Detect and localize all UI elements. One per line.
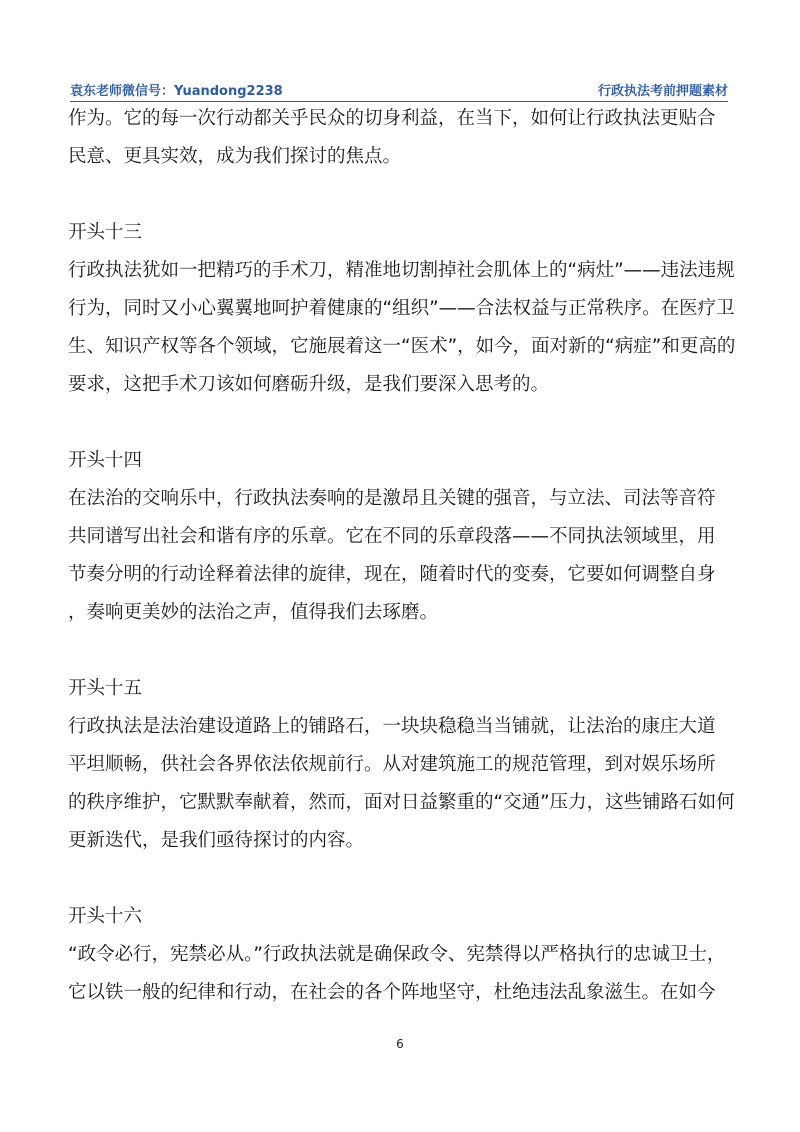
section-title: 开头十六 — [68, 906, 143, 927]
paragraph-line: 的秩序维护，它默默奉献着，然而，面对日益繁重的“交通”压力，这些铺路石如何 — [68, 792, 735, 813]
paragraph-line: 要求，这把手术刀该如何磨砺升级，是我们要深入思考的。 — [68, 374, 550, 395]
document-body — [68, 100, 736, 1012]
paragraph-line: ，奏响更美妙的法治之声，值得我们去琢磨。 — [68, 602, 439, 623]
section-title: 开头十五 — [68, 678, 143, 699]
header-contact: 袁东老师微信号：Yuandong2238 — [70, 84, 283, 99]
paragraph-line: 更新迭代，是我们亟待探讨的内容。 — [68, 830, 365, 851]
paragraph-line: 作为。它的每一次行动都关乎民众的切身利益，在当下，如何让行政执法更贴合 — [68, 108, 716, 129]
header-title: 行政执法考前押题素材 — [597, 84, 728, 99]
paragraph-line: 在法治的交响乐中，行政执法奏响的是激昂且关键的强音，与立法、司法等音符 — [68, 488, 716, 509]
paragraph-line: 平坦顺畅，供社会各界依法依规前行。从对建筑施工的规范管理，到对娱乐场所 — [68, 754, 716, 775]
paragraph-line: 它以铁一般的纪律和行动，在社会的各个阵地坚守，杜绝违法乱象滋生。在如今 — [68, 982, 716, 1003]
paragraph-line: 行为，同时又小心翼翼地呵护着健康的“组织”——合法权益与正常秩序。在医疗卫 — [68, 298, 735, 319]
paragraph-line: “政令必行，宪禁必从。”行政执法就是确保政令、宪禁得以严格执行的忠诚卫士， — [68, 944, 726, 965]
page-header — [70, 80, 728, 102]
paragraph-line: 行政执法犹如一把精巧的手术刀，精准地切割掉社会肌体上的“病灶”——违法违规 — [68, 260, 735, 281]
section-title: 开头十四 — [68, 450, 143, 471]
paragraph-line: 行政执法是法治建设道路上的铺路石，一块块稳稳当当铺就，让法治的康庄大道 — [68, 716, 716, 737]
page-number: 6 — [396, 1037, 404, 1051]
paragraph-line: 民意、更具实效，成为我们探讨的焦点。 — [68, 146, 402, 167]
section-title: 开头十三 — [68, 222, 143, 243]
paragraph-line: 共同谱写出社会和谐有序的乐章。它在不同的乐章段落——不同执法领域里，用 — [68, 526, 716, 547]
paragraph-line: 生、知识产权等各个领域，它施展着这一“医术”，如今，面对新的“病症”和更高的 — [68, 336, 736, 357]
paragraph-line: 节奏分明的行动诠释着法律的旋律，现在，随着时代的变奏，它要如何调整自身 — [68, 564, 716, 585]
